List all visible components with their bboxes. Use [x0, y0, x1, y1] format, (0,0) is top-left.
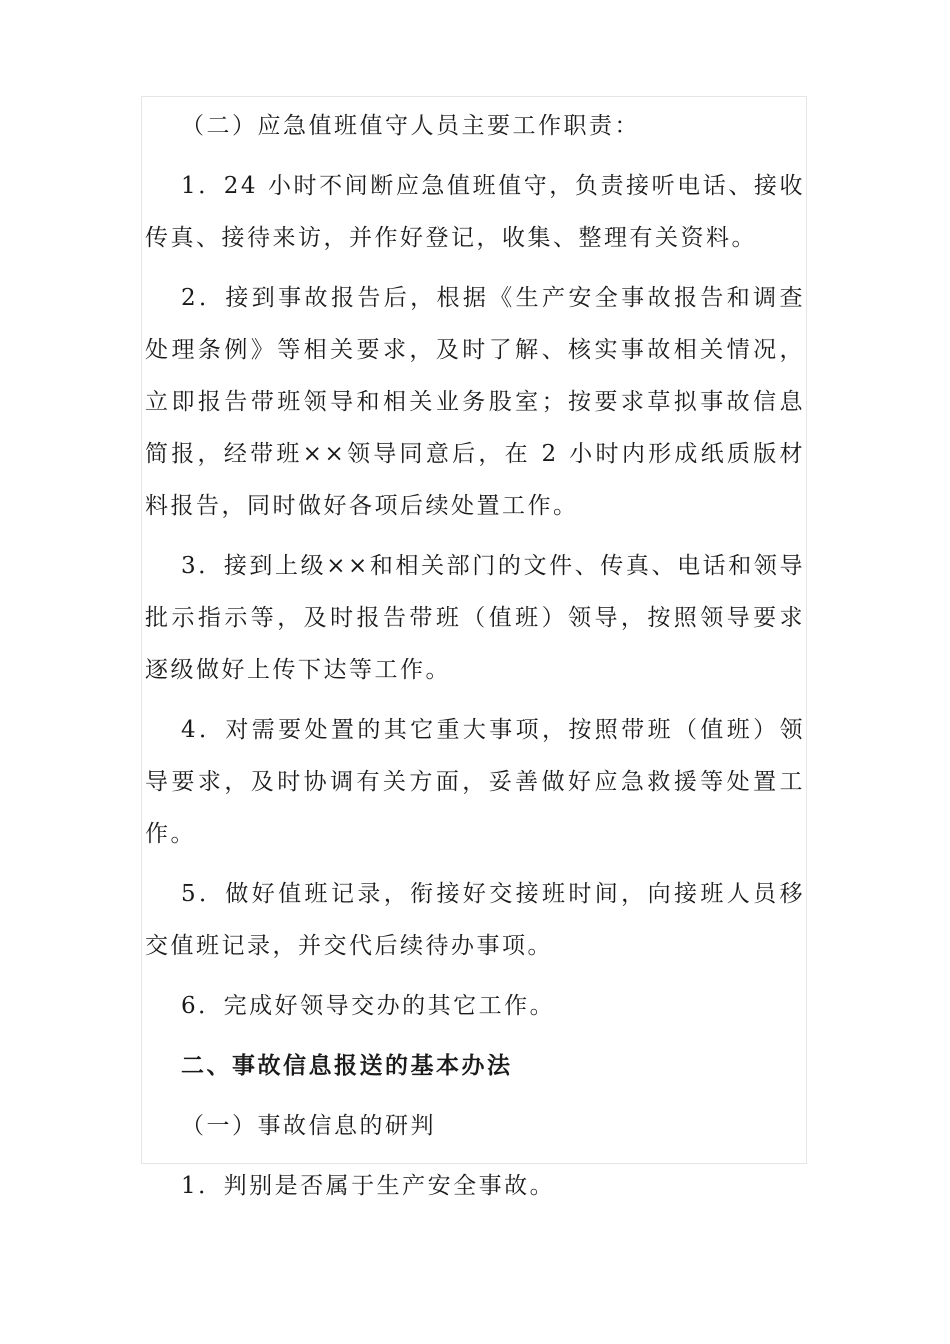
subsection-heading: （一）事故信息的研判 — [181, 1113, 436, 1139]
duty-item-4: 4．对需要处置的其它重大事项，按照带班（值班）领导要求，及时协调有关方面，妥善做好应急救援等处置工作。 — [145, 717, 805, 847]
subsection-duties-heading: （二）应急值班值守人员主要工作职责： — [181, 113, 640, 139]
judgement-item-1: 1．判别是否属于生产安全事故。 — [181, 1173, 556, 1199]
document-body — [145, 100, 805, 1220]
duty-item-1: 1．24 小时不间断应急值班值守，负责接听电话、接收传真、接待来访，并作好登记，收集、整理有关资料。 — [145, 173, 805, 251]
duty-item-3: 3．接到上级××和相关部门的文件、传真、电话和领导批示指示等，及时报告带班（值班）领导，按照领导要求逐级做好上传下达等工作。 — [145, 553, 805, 683]
duty-item-5: 5．做好值班记录，衔接好交接班时间，向接班人员移交值班记录，并交代后续待办事项。 — [145, 881, 805, 959]
duty-item-6: 6．完成好领导交办的其它工作。 — [181, 993, 556, 1019]
duty-item-2: 2．接到事故报告后，根据《生产安全事故报告和调查处理条例》等相关要求，及时了解、核实事故相关情况，立即报告带班领导和相关业务股室；按要求草拟事故信息简报，经带班××领导同意后，在 2 小时内形成纸质版材料报告，同时做好各项后续处置工作。 — [145, 285, 805, 519]
section-heading: 二、事故信息报送的基本办法 — [181, 1053, 513, 1079]
